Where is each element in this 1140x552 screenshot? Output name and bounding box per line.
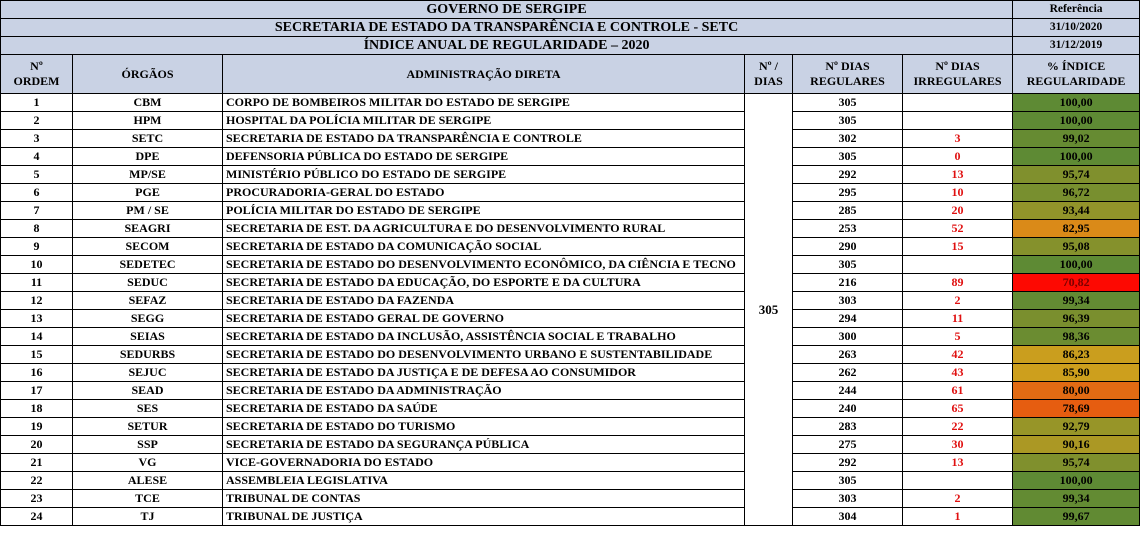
col-ordem: Nº ORDEM <box>1 55 73 94</box>
col-administracao: ADMINISTRAÇÃO DIRETA <box>223 55 745 94</box>
row-regulares: 290 <box>793 238 903 256</box>
column-header-row <box>1 55 1140 94</box>
row-indice: 100,00 <box>1013 256 1140 274</box>
row-irregulares: 3 <box>903 130 1013 148</box>
table-row <box>1 130 1140 148</box>
row-indice: 95,74 <box>1013 454 1140 472</box>
row-indice: 100,00 <box>1013 112 1140 130</box>
header-title-1: GOVERNO DE SERGIPE <box>1 1 1013 19</box>
row-ordem: 18 <box>1 400 73 418</box>
row-irregulares: 52 <box>903 220 1013 238</box>
row-orgao: TJ <box>73 508 223 526</box>
row-orgao: SETC <box>73 130 223 148</box>
row-regulares: 305 <box>793 472 903 490</box>
row-indice: 98,36 <box>1013 328 1140 346</box>
row-irregulares: 2 <box>903 292 1013 310</box>
row-ordem: 15 <box>1 346 73 364</box>
row-ordem: 4 <box>1 148 73 166</box>
row-regulares: 300 <box>793 328 903 346</box>
row-indice: 96,39 <box>1013 310 1140 328</box>
table-row <box>1 238 1140 256</box>
row-indice: 85,90 <box>1013 364 1140 382</box>
row-orgao: SETUR <box>73 418 223 436</box>
row-regulares: 305 <box>793 94 903 112</box>
row-indice: 100,00 <box>1013 94 1140 112</box>
row-indice: 90,16 <box>1013 436 1140 454</box>
row-irregulares: 0 <box>903 148 1013 166</box>
row-nome: SECRETARIA DE ESTADO DA FAZENDA <box>223 292 745 310</box>
row-indice: 99,67 <box>1013 508 1140 526</box>
row-irregulares: 15 <box>903 238 1013 256</box>
col-regulares: Nº DIAS REGULARES <box>793 55 903 94</box>
row-indice: 92,79 <box>1013 418 1140 436</box>
table-row <box>1 274 1140 292</box>
table-row <box>1 148 1140 166</box>
row-nome: CORPO DE BOMBEIROS MILITAR DO ESTADO DE SERGIPE <box>223 94 745 112</box>
row-regulares: 292 <box>793 454 903 472</box>
table-row <box>1 472 1140 490</box>
row-indice: 78,69 <box>1013 400 1140 418</box>
row-irregulares <box>903 112 1013 130</box>
row-indice: 99,34 <box>1013 490 1140 508</box>
row-regulares: 294 <box>793 310 903 328</box>
row-nome: SECRETARIA DE EST. DA AGRICULTURA E DO DESENVOLVIMENTO RURAL <box>223 220 745 238</box>
row-regulares: 216 <box>793 274 903 292</box>
row-regulares: 304 <box>793 508 903 526</box>
table-row <box>1 508 1140 526</box>
col-irregulares: Nº DIAS IRREGULARES <box>903 55 1013 94</box>
row-orgao: SSP <box>73 436 223 454</box>
table-row <box>1 292 1140 310</box>
row-regulares: 303 <box>793 490 903 508</box>
table-row <box>1 184 1140 202</box>
row-regulares: 263 <box>793 346 903 364</box>
reference-label: Referência <box>1013 1 1140 19</box>
row-ordem: 21 <box>1 454 73 472</box>
header-row-2 <box>1 19 1140 37</box>
row-ordem: 14 <box>1 328 73 346</box>
row-orgao: SES <box>73 400 223 418</box>
row-regulares: 295 <box>793 184 903 202</box>
row-orgao: SEDUC <box>73 274 223 292</box>
row-regulares: 285 <box>793 202 903 220</box>
row-orgao: SEDURBS <box>73 346 223 364</box>
row-ordem: 6 <box>1 184 73 202</box>
row-regulares: 302 <box>793 130 903 148</box>
row-irregulares: 43 <box>903 364 1013 382</box>
table-row <box>1 454 1140 472</box>
table-row <box>1 202 1140 220</box>
row-indice: 100,00 <box>1013 472 1140 490</box>
row-regulares: 253 <box>793 220 903 238</box>
total-dias: 305 <box>745 94 793 526</box>
row-orgao: DPE <box>73 148 223 166</box>
row-indice: 93,44 <box>1013 202 1140 220</box>
col-dias: Nº / DIAS <box>745 55 793 94</box>
row-irregulares <box>903 472 1013 490</box>
row-orgao: CBM <box>73 94 223 112</box>
table-row <box>1 94 1140 112</box>
table-row <box>1 382 1140 400</box>
table-row <box>1 436 1140 454</box>
row-ordem: 13 <box>1 310 73 328</box>
row-indice: 96,72 <box>1013 184 1140 202</box>
row-orgao: SEGG <box>73 310 223 328</box>
row-nome: TRIBUNAL DE JUSTIÇA <box>223 508 745 526</box>
row-nome: SECRETARIA DE ESTADO DA EDUCAÇÃO, DO ESPORTE E DA CULTURA <box>223 274 745 292</box>
row-indice: 100,00 <box>1013 148 1140 166</box>
row-orgao: SEFAZ <box>73 292 223 310</box>
row-nome: SECRETARIA DE ESTADO DA COMUNICAÇÃO SOCIAL <box>223 238 745 256</box>
row-regulares: 244 <box>793 382 903 400</box>
row-indice: 99,02 <box>1013 130 1140 148</box>
row-ordem: 8 <box>1 220 73 238</box>
row-nome: VICE-GOVERNADORIA DO ESTADO <box>223 454 745 472</box>
row-nome: SECRETARIA DE ESTADO DA ADMINISTRAÇÃO <box>223 382 745 400</box>
row-nome: MINISTÉRIO PÚBLICO DO ESTADO DE SERGIPE <box>223 166 745 184</box>
col-indice: % ÍNDICE REGULARIDADE <box>1013 55 1140 94</box>
row-orgao: SEAGRI <box>73 220 223 238</box>
row-nome: TRIBUNAL DE CONTAS <box>223 490 745 508</box>
row-irregulares: 13 <box>903 166 1013 184</box>
row-irregulares: 2 <box>903 490 1013 508</box>
row-regulares: 305 <box>793 112 903 130</box>
row-nome: ASSEMBLEIA LEGISLATIVA <box>223 472 745 490</box>
row-regulares: 303 <box>793 292 903 310</box>
row-irregulares: 20 <box>903 202 1013 220</box>
row-ordem: 17 <box>1 382 73 400</box>
header-row-3 <box>1 37 1140 55</box>
row-ordem: 10 <box>1 256 73 274</box>
row-irregulares: 13 <box>903 454 1013 472</box>
row-indice: 99,34 <box>1013 292 1140 310</box>
row-orgao: HPM <box>73 112 223 130</box>
row-nome: HOSPITAL DA POLÍCIA MILITAR DE SERGIPE <box>223 112 745 130</box>
row-orgao: SEJUC <box>73 364 223 382</box>
table-row <box>1 166 1140 184</box>
row-nome: SECRETARIA DE ESTADO DA TRANSPARÊNCIA E CONTROLE <box>223 130 745 148</box>
header-title-3: ÍNDICE ANUAL DE REGULARIDADE – 2020 <box>1 37 1013 55</box>
row-indice: 95,74 <box>1013 166 1140 184</box>
header-title-2: SECRETARIA DE ESTADO DA TRANSPARÊNCIA E CONTROLE - SETC <box>1 19 1013 37</box>
row-ordem: 23 <box>1 490 73 508</box>
row-regulares: 240 <box>793 400 903 418</box>
row-irregulares: 1 <box>903 508 1013 526</box>
row-nome: SECRETARIA DE ESTADO DA SAÚDE <box>223 400 745 418</box>
row-nome: DEFENSORIA PÚBLICA DO ESTADO DE SERGIPE <box>223 148 745 166</box>
row-irregulares: 30 <box>903 436 1013 454</box>
row-nome: SECRETARIA DE ESTADO DO DESENVOLVIMENTO ECONÔMICO, DA CIÊNCIA E TECNO <box>223 256 745 274</box>
row-irregulares: 5 <box>903 328 1013 346</box>
row-nome: SECRETARIA DE ESTADO DA INCLUSÃO, ASSISTÊNCIA SOCIAL E TRABALHO <box>223 328 745 346</box>
row-ordem: 20 <box>1 436 73 454</box>
table-row <box>1 418 1140 436</box>
row-orgao: PGE <box>73 184 223 202</box>
row-nome: SECRETARIA DE ESTADO DO TURISMO <box>223 418 745 436</box>
table-row <box>1 256 1140 274</box>
row-ordem: 11 <box>1 274 73 292</box>
row-indice: 70,82 <box>1013 274 1140 292</box>
row-orgao: MP/SE <box>73 166 223 184</box>
row-irregulares: 42 <box>903 346 1013 364</box>
row-nome: SECRETARIA DE ESTADO DA SEGURANÇA PÚBLICA <box>223 436 745 454</box>
row-ordem: 5 <box>1 166 73 184</box>
row-ordem: 3 <box>1 130 73 148</box>
row-irregulares: 11 <box>903 310 1013 328</box>
table-row <box>1 310 1140 328</box>
row-irregulares <box>903 94 1013 112</box>
row-irregulares: 89 <box>903 274 1013 292</box>
row-orgao: ALESE <box>73 472 223 490</box>
row-indice: 80,00 <box>1013 382 1140 400</box>
row-orgao: SEAD <box>73 382 223 400</box>
table-row <box>1 328 1140 346</box>
row-orgao: SECOM <box>73 238 223 256</box>
row-nome: SECRETARIA DE ESTADO DO DESENVOLVIMENTO URBANO E SUSTENTABILIDADE <box>223 346 745 364</box>
row-nome: PROCURADORIA-GERAL DO ESTADO <box>223 184 745 202</box>
row-indice: 82,95 <box>1013 220 1140 238</box>
row-nome: POLÍCIA MILITAR DO ESTADO DE SERGIPE <box>223 202 745 220</box>
row-nome: SECRETARIA DE ESTADO DA JUSTIÇA E DE DEFESA AO CONSUMIDOR <box>223 364 745 382</box>
row-ordem: 22 <box>1 472 73 490</box>
row-ordem: 2 <box>1 112 73 130</box>
row-ordem: 24 <box>1 508 73 526</box>
row-orgao: TCE <box>73 490 223 508</box>
row-ordem: 12 <box>1 292 73 310</box>
row-irregulares: 61 <box>903 382 1013 400</box>
row-orgao: PM / SE <box>73 202 223 220</box>
row-regulares: 262 <box>793 364 903 382</box>
row-orgao: VG <box>73 454 223 472</box>
row-irregulares: 10 <box>903 184 1013 202</box>
row-ordem: 1 <box>1 94 73 112</box>
row-ordem: 9 <box>1 238 73 256</box>
table-row <box>1 364 1140 382</box>
row-nome: SECRETARIA DE ESTADO GERAL DE GOVERNO <box>223 310 745 328</box>
row-regulares: 275 <box>793 436 903 454</box>
row-ordem: 7 <box>1 202 73 220</box>
table-row <box>1 400 1140 418</box>
row-regulares: 305 <box>793 256 903 274</box>
row-orgao: SEIAS <box>73 328 223 346</box>
row-orgao: SEDETEC <box>73 256 223 274</box>
table-row <box>1 112 1140 130</box>
reference-date-2: 31/12/2019 <box>1013 37 1140 55</box>
table-row <box>1 220 1140 238</box>
row-irregulares: 65 <box>903 400 1013 418</box>
row-regulares: 292 <box>793 166 903 184</box>
col-orgaos: ÓRGÃOS <box>73 55 223 94</box>
reference-date-1: 31/10/2020 <box>1013 19 1140 37</box>
table-row <box>1 346 1140 364</box>
row-regulares: 283 <box>793 418 903 436</box>
row-ordem: 16 <box>1 364 73 382</box>
row-indice: 95,08 <box>1013 238 1140 256</box>
row-ordem: 19 <box>1 418 73 436</box>
row-regulares: 305 <box>793 148 903 166</box>
header-row-1 <box>1 1 1140 19</box>
row-irregulares: 22 <box>903 418 1013 436</box>
row-irregulares <box>903 256 1013 274</box>
table-row <box>1 490 1140 508</box>
row-indice: 86,23 <box>1013 346 1140 364</box>
